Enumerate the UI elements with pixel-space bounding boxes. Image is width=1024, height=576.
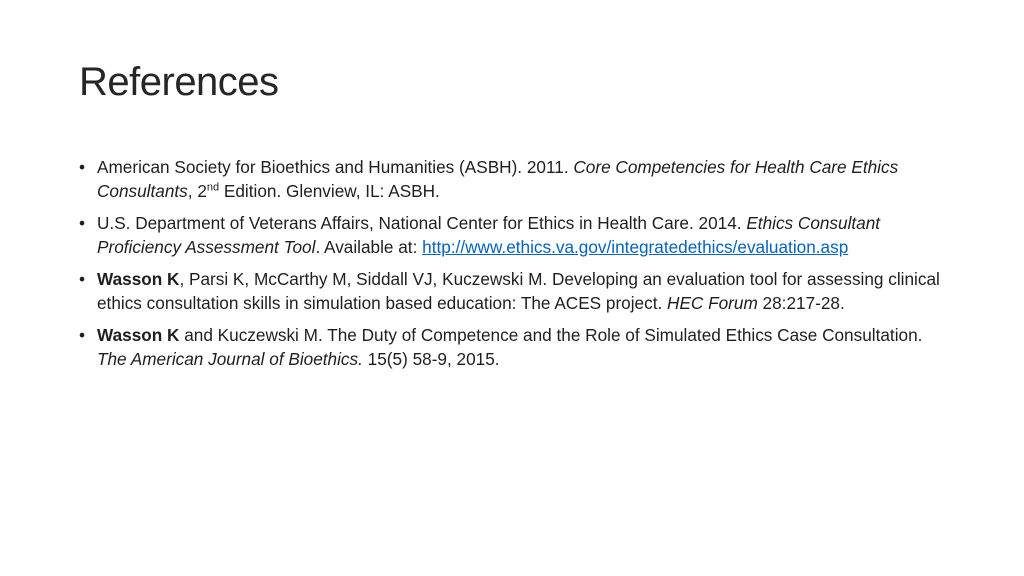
bullet-icon: • [79, 157, 86, 177]
reference-text: and Kuczewski M. The Duty of Competence and the Role of Simulated Ethics Case Consultation. [179, 325, 923, 345]
evaluation-link[interactable]: http://www.ethics.va.gov/integratedethics/evaluation.asp [422, 236, 849, 257]
reference-list [79, 156, 949, 380]
reference-item-ajob [79, 324, 949, 371]
reference-text: 28:217-28. [757, 292, 845, 313]
edition-superscript: nd [206, 180, 220, 193]
reference-text: Edition. Glenview, IL: ASBH. [219, 180, 440, 201]
reference-text: , 2 [187, 180, 207, 201]
reference-author-bold: Wasson K [97, 325, 180, 345]
reference-item-aces [79, 268, 949, 315]
bullet-icon: • [79, 269, 86, 289]
bullet-icon: • [79, 213, 86, 233]
reference-author-bold: Wasson K [97, 269, 180, 289]
reference-item-va [79, 212, 949, 259]
reference-text: American Society for Bioethics and Humanities (ASBH). 2011. [97, 157, 574, 177]
bullet-icon: • [79, 325, 86, 345]
reference-journal-italic: The American Journal of Bioethics. [97, 348, 363, 369]
reference-title-italic: Core Competencies for Health Care Ethics Consultants [97, 157, 899, 201]
reference-journal-italic: HEC Forum [667, 292, 758, 313]
reference-text: 15(5) 58-9, 2015. [362, 348, 500, 369]
reference-text: , Parsi K, McCarthy M, Siddall VJ, Kuczewski M. Developing an evaluation tool for assessing clinical ethics consultation skills in simulation based education: The ACES project. [97, 269, 940, 313]
reference-title-italic: Ethics Consultant Proficiency Assessment Tool [97, 213, 881, 257]
slide-title: References [79, 60, 279, 104]
reference-text: U.S. Department of Veterans Affairs, National Center for Ethics in Health Care. 2014. [97, 213, 747, 233]
reference-text: . Available at: [315, 236, 423, 257]
reference-item-asbh [79, 156, 949, 203]
